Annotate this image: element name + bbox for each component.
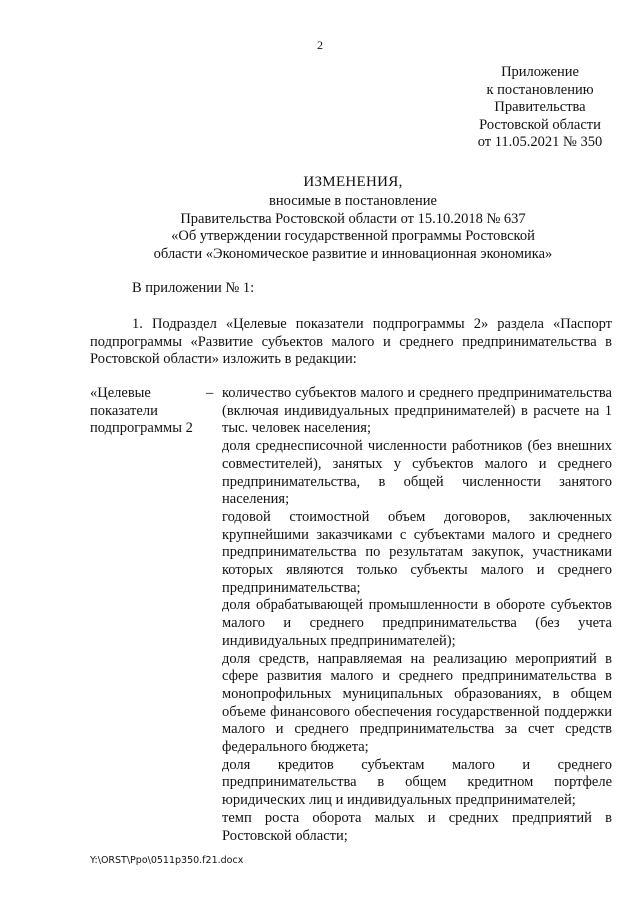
table-dash: – (206, 385, 214, 401)
label-line: подпрограммы 2 (90, 420, 193, 436)
indicator-item: доля кредитов субъектам малого и среднего предпринимательства в общем кредитном портфеле юридических лиц и индивидуальных предпринимателей; (222, 756, 612, 809)
indicator-item: количество субъектов малого и среднего предпринимательства (включая индивидуальных предпринимателей) в расчете на 1 тыс. человек населения; (222, 385, 612, 437)
file-path-footer: Y:\ORST\Ppo\0511p350.f21.docx (90, 855, 244, 866)
intro-text: В приложении № 1: (132, 280, 255, 296)
appendix-line: Правительства (494, 99, 586, 115)
appendix-line: Ростовской области (479, 116, 601, 133)
subtitle-line: области «Экономическое развитие и инновационная экономика» (153, 245, 553, 262)
document-subtitle (0, 193, 640, 263)
appendix-block (430, 64, 640, 152)
label-line: «Целевые (90, 385, 151, 401)
paragraph-1: 1. Подраздел «Целевые показатели подпрограммы 2» раздела «Паспорт подпрограммы «Развитие субъектов малого и среднего предпринимательства в Ростовской области» изложить в редакции: (90, 316, 612, 367)
document-title: ИЗМЕНЕНИЯ, (303, 174, 403, 190)
indicator-item: доля средств, направляемая на реализацию мероприятий в сфере развития малого и среднего предпринимательства в монопрофильных муниципальных образованиях, в общем объеме финансового обеспечения государственной поддержки малого и среднего предпринимательства за счет средств федерального бюджета; (222, 650, 612, 756)
table-label (90, 385, 193, 438)
indicator-item: доля обрабатывающей промышленности в обороте субъектов малого и среднего предпринимательства (без учета индивидуальных предпринимателей); (222, 597, 612, 649)
subtitle-line: Правительства Ростовской области от 15.10.2018 № 637 (180, 210, 526, 227)
appendix-line: от 11.05.2021 № 350 (477, 134, 603, 150)
indicator-list (222, 385, 612, 845)
indicator-item: доля среднесписочной численности работников (без внешних совместителей), занятых у субъектов малого и среднего предпринимательства, в общей численности занятого населения; (222, 438, 612, 508)
indicator-item: годовой стоимостной объем договоров, заключенных крупнейшими заказчиками с субъектами малого и среднего предпринимательства по результатам закупок, участниками которых являются только субъекты малого и среднего предпринимательства; (222, 508, 612, 596)
subtitle-line: «Об утверждении государственной программы Ростовской (171, 228, 535, 244)
appendix-line: Приложение (501, 64, 579, 80)
label-line: показатели (90, 402, 158, 419)
subtitle-line: вносимые в постановление (269, 193, 437, 209)
appendix-line: к постановлению (486, 81, 594, 98)
indicator-item: темп роста оборота малых и средних предприятий в Ростовской области; (222, 809, 612, 844)
page-number: 2 (317, 38, 323, 52)
